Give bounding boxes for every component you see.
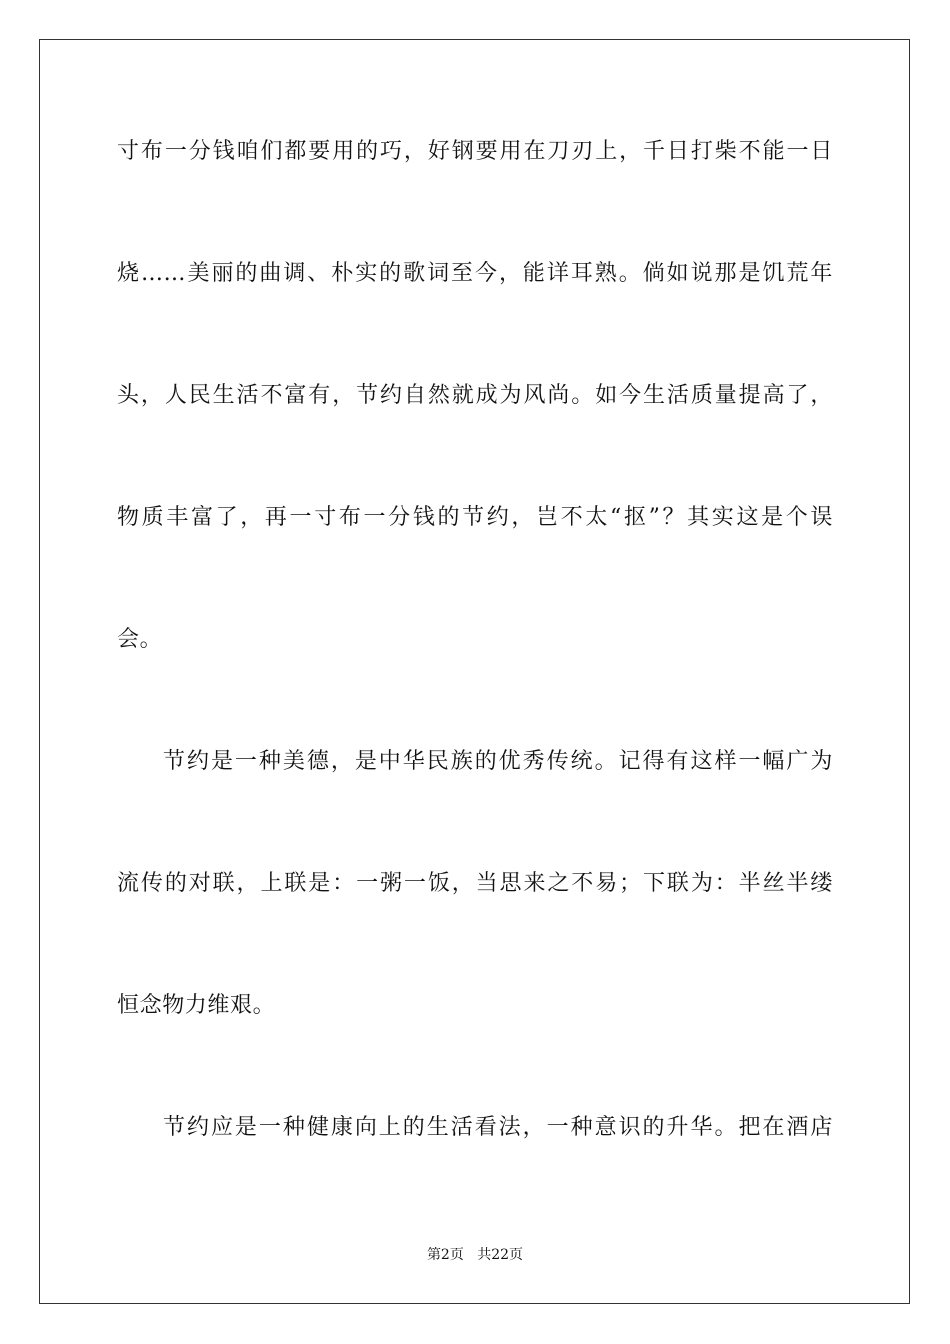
text-line-2: 烧……美丽的曲调、朴实的歌词至今，能详耳熟。倘如说那是饥荒年	[117, 261, 833, 286]
text-line-3: 头，人民生活不富有，节约自然就成为风尚。如今生活质量提高了，	[117, 383, 833, 408]
paragraph-2-line-3: 恒念物力维艰。	[117, 993, 276, 1018]
page-footer	[0, 1246, 950, 1264]
text-line-4: 物质丰富了，再一寸布一分钱的节约，岂不太“抠”？其实这是个误	[117, 505, 833, 530]
total-pages: 共22页	[477, 1247, 524, 1263]
page-number: 第2页	[426, 1247, 464, 1263]
text-line-5: 会。	[117, 627, 163, 652]
text-line-1: 寸布一分钱咱们都要用的巧，好钢要用在刀刃上，千日打柴不能一日	[117, 139, 833, 164]
paragraph-3-line-1: 节约应是一种健康向上的生活看法，一种意识的升华。把在酒店	[163, 1115, 833, 1140]
paragraph-2-line-1: 节约是一种美德，是中华民族的优秀传统。记得有这样一幅广为	[163, 749, 833, 774]
paragraph-2-line-2: 流传的对联，上联是：一粥一饭，当思来之不易；下联为：半丝半缕	[117, 871, 833, 896]
